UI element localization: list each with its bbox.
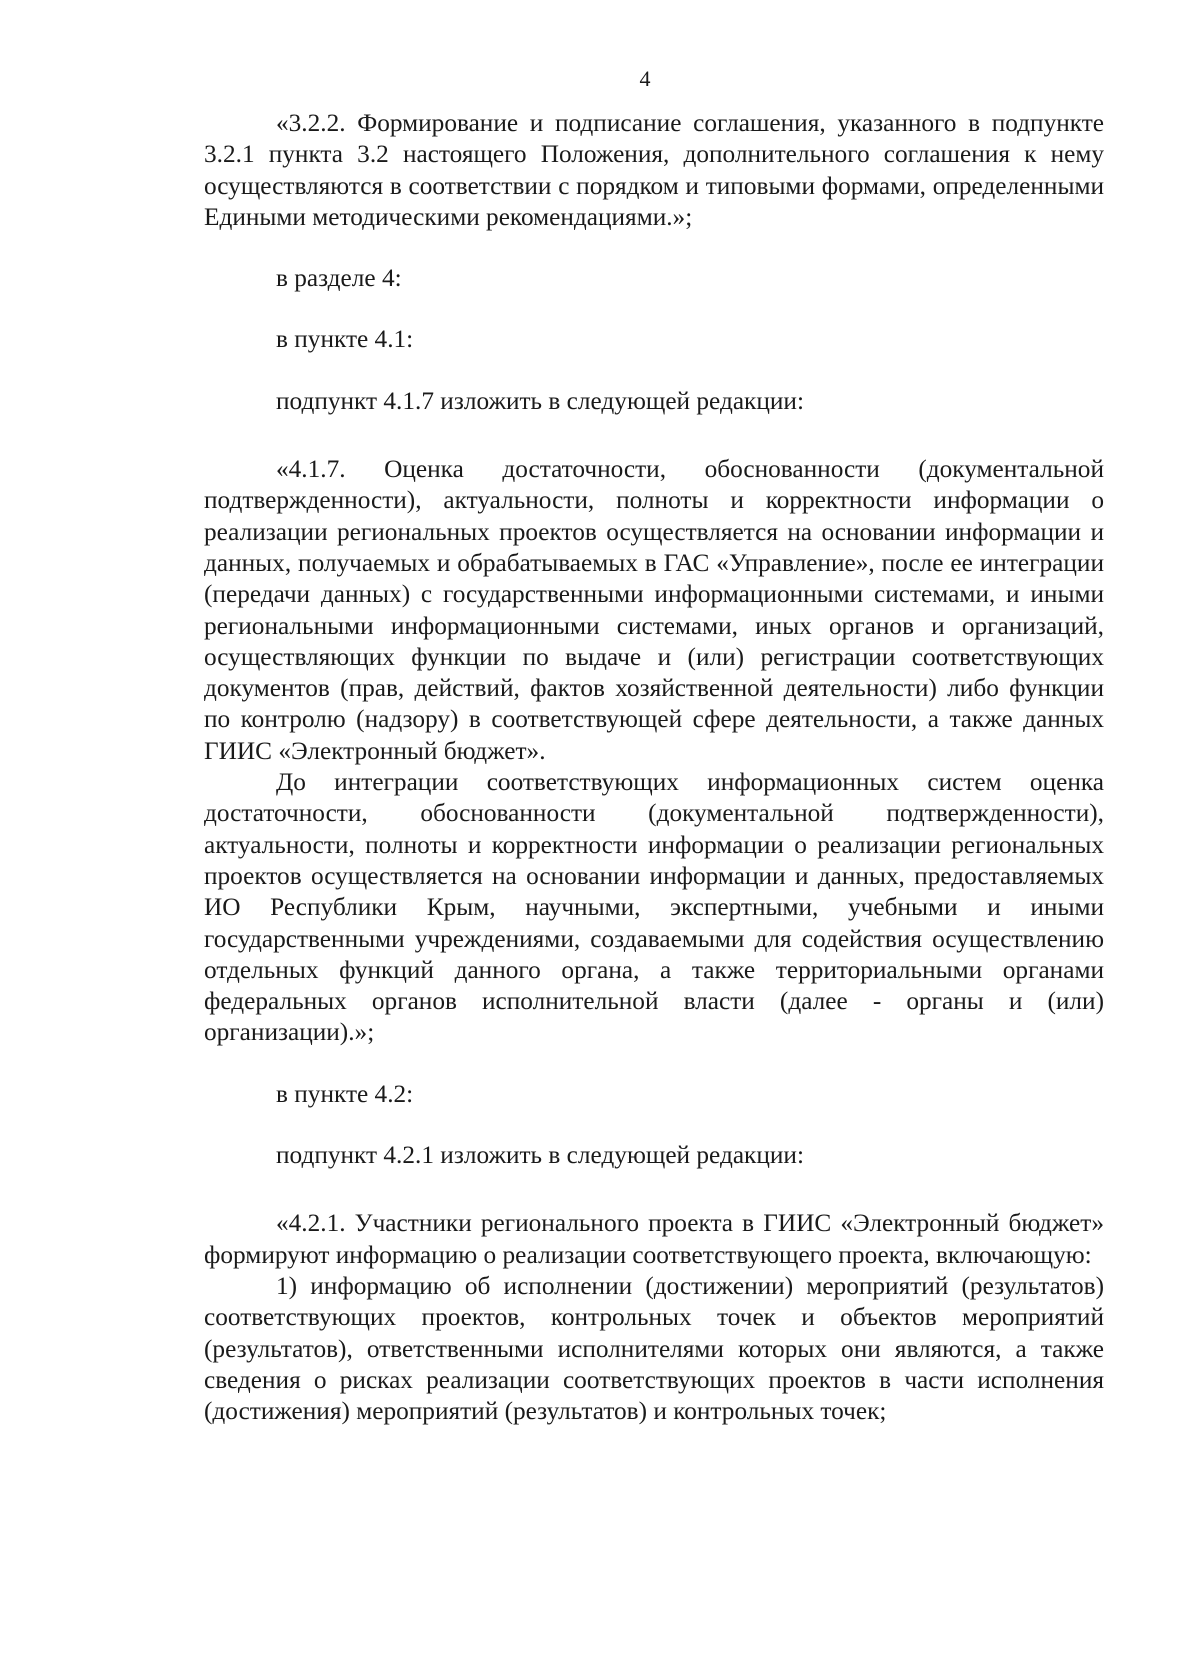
- list-item-1: 1) информацию об исполнении (достижении) мероприятий (результатов) соответствующих проектов, контрольных точек и объектов мероприятий (результатов), ответственными исполнителями которых они являются, а также сведения о рисках реализации соответствующих проектов в части исполнения (достижения) мероприятий (результатов) и контрольных точек;: [204, 1271, 1104, 1426]
- paragraph-3-2-2: «3.2.2. Формирование и подписание соглашения, указанного в подпункте 3.2.1 пункта 3.2 настоящего Положения, дополнительного соглашения к нему осуществляются в соответствии с порядком и типовыми формами, определенными Едиными методическими рекомендациями.»;: [204, 109, 1104, 231]
- paragraph-section-4: в разделе 4:: [276, 264, 402, 293]
- page-number: 4: [639, 66, 651, 91]
- paragraph-before-integration: До интеграции соответствующих информационных систем оценка достаточности, обоснованности (документальной подтвержденности), актуальности, полноты и корректности информации о реализации региональных проектов осуществляется на основании информации и данных, предоставляемых ИО Республики Крым, научными, экспертными, учебными и иными государственными учреждениями, создаваемыми для содействия осуществлению отдельных функций данного органа, а также территориальными органами федеральных органов исполнительной власти (далее - органы и (или) организации).»;: [204, 768, 1104, 1047]
- paragraph-4-2-1: «4.2.1. Участники регионального проекта в ГИИС «Электронный бюджет» формируют информацию о реализации соответствующего проекта, включающую:: [204, 1209, 1104, 1269]
- paragraph-point-4-2: в пункте 4.2:: [276, 1079, 414, 1108]
- paragraph-subpoint-4-1-7-intro: подпункт 4.1.7 изложить в следующей редакции:: [276, 386, 804, 415]
- paragraph-subpoint-4-2-1-intro: подпункт 4.2.1 изложить в следующей редакции:: [276, 1141, 804, 1170]
- paragraph-point-4-1: в пункте 4.1:: [276, 325, 414, 354]
- document-body: [204, 108, 1104, 1427]
- paragraph-4-1-7: «4.1.7. Оценка достаточности, обоснованности (документальной подтвержденности), актуальности, полноты и корректности информации о реализации региональных проектов осуществляется на основании информации и данных, получаемых и обрабатываемых в ГАС «Управление», после ее интеграции (передачи данных) с государственными информационными системами, и иными региональными информационными системами, иных органов и организаций, осуществляющих функции по выдаче и (или) регистрации соответствующих документов (прав, действий, фактов хозяйственной деятельности) либо функции по контролю (надзору) в соответствующей сфере деятельности, а также данных ГИИС «Электронный бюджет».: [204, 455, 1104, 765]
